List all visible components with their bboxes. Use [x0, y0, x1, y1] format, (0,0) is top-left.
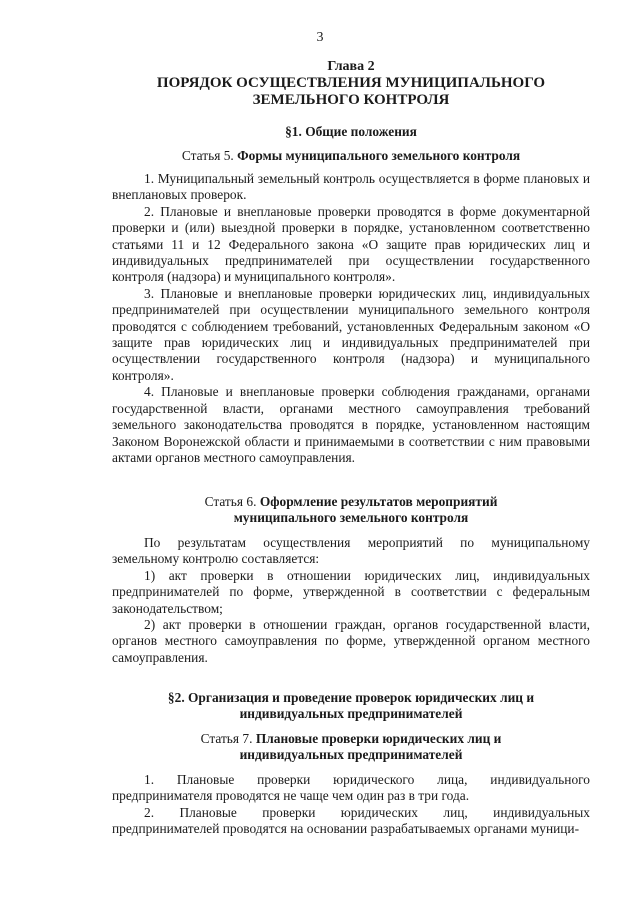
article7-paragraph-1: 1. Плановые проверки юридического лица, индивидуального предпринимателя проводятся не чаще чем один раз в три года.	[112, 772, 590, 804]
article6-heading	[112, 494, 590, 527]
article6-paragraph-1: По результатам осуществления мероприятий по муниципальному земельному контролю составляется:	[112, 535, 590, 567]
article6-paragraph-3: 2) акт проверки в отношении граждан, органов государственной власти, органов местного самоуправления по форме, утвержденной органом местного самоуправления.	[112, 617, 590, 665]
section2-heading	[112, 690, 590, 723]
article7-paragraph-2: 2. Плановые проверки юридических лиц, индивидуальных предпринимателей проводятся на основании разрабатываемых органами муници-	[112, 804, 590, 837]
article5-paragraph-3: 3. Плановые и внеплановые проверки юридических лиц, индивидуальных предпринимателей при осуществлении муниципального земельного контроля проводятся с соблюдением требований, установленных Федеральным законом «О защите прав юридических лиц и индивидуальных предпринимателей при осуществлении государственного контроля (надзора) и муниципального контроля».	[112, 285, 590, 383]
article6-label: Статья 6.	[204, 494, 257, 509]
article7-title-line2: индивидуальных предпринимателей	[239, 747, 463, 763]
page-number: 3	[316, 30, 324, 45]
article6-title-line1: Оформление результатов мероприятий	[259, 494, 498, 509]
article5-paragraph-2: 2. Плановые и внеплановые проверки проводятся в форме документарной проверки и (или) выездной проверки в порядке, установленном соответственно статьями 11 и 12 Федерального закона «О защите прав юридических лиц и индивидуальных предпринимателей при осуществлении государственного контроля (надзора) и муниципального контроля».	[112, 203, 590, 285]
article5-paragraph-4: 4. Плановые и внеплановые проверки соблюдения гражданами, органами государственной власти, органами местного самоуправления требований земельного законодательства проводятся в порядке, установленном настоящим Законом Воронежской области и принимаемыми в соответствии с ним правовыми актами органов местного самоуправления.	[112, 384, 590, 465]
article7-heading	[112, 731, 590, 764]
chapter-title-line2: ЗЕМЕЛЬНОГО КОНТРОЛЯ	[252, 92, 450, 108]
article5-heading	[112, 148, 590, 164]
article6-body	[112, 535, 590, 666]
section2-title-line2: индивидуальных предпринимателей	[239, 706, 463, 722]
article5-label: Статья 5.	[181, 148, 234, 163]
article5-body	[112, 171, 590, 466]
article6-title-line2: муниципального земельного контроля	[233, 510, 469, 526]
chapter-label: Глава 2	[327, 59, 375, 74]
chapter-heading	[112, 58, 590, 109]
article7-body	[112, 772, 590, 838]
article7-label: Статья 7.	[200, 731, 253, 746]
section1-title: §1. Общие положения	[285, 124, 417, 139]
section2-title-line1: §2. Организация и проведение проверок юридических лиц и	[167, 690, 535, 705]
chapter-title-line1: ПОРЯДОК ОСУЩЕСТВЛЕНИЯ МУНИЦИПАЛЬНОГО	[156, 75, 546, 91]
article5-paragraph-1: 1. Муниципальный земельный контроль осуществляется в форме плановых и внеплановых проверок.	[112, 171, 590, 203]
article7-title-line1: Плановые проверки юридических лиц и	[255, 731, 502, 746]
article6-paragraph-2: 1) акт проверки в отношении юридических лиц, индивидуальных предпринимателей по форме, утвержденной в соответствии с федеральным законодательством;	[112, 567, 590, 616]
article5-title: Формы муниципального земельного контроля	[237, 148, 521, 163]
